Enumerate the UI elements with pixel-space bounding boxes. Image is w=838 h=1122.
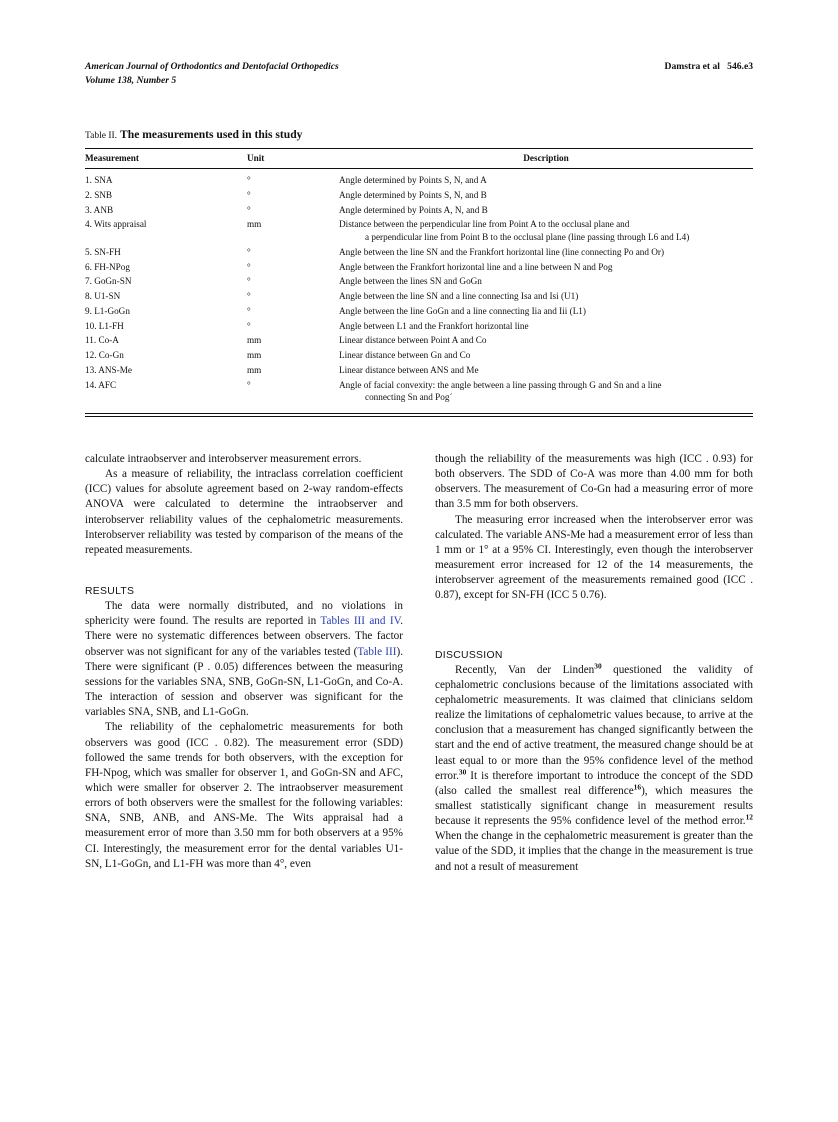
cell-description bbox=[339, 202, 753, 217]
results-text-a: The data were normally distributed, and no violations in sphericity were found. The results are reported in bbox=[85, 600, 403, 628]
description-text: Angle between the Frankfort horizontal line and a line between N and Pog bbox=[339, 261, 613, 272]
table-block bbox=[85, 128, 753, 417]
table-row bbox=[85, 304, 753, 319]
cell-unit: ° bbox=[247, 246, 251, 257]
description-text: Angle between the lines SN and GoGn bbox=[339, 276, 482, 287]
paragraph-results-1 bbox=[85, 599, 403, 720]
section-spacer bbox=[435, 604, 753, 648]
cell-measurement: 8. U1-SN bbox=[85, 291, 121, 302]
table-header-row bbox=[85, 149, 753, 169]
cell-measurement: 4. Wits appraisal bbox=[85, 219, 147, 230]
results-text-c: ). There were significant (P . 0.05) differences between the measuring sessions for the variables SNA, SNB, GoGn-SN, L1-GoGn, and Co-A. The interaction of session and observer was significant for the variables SNA, SNB, and L1-GoGn. bbox=[85, 645, 403, 719]
table-label: Table II. bbox=[85, 131, 118, 141]
cell-description bbox=[339, 217, 753, 244]
cell-measurement: 2. SNB bbox=[85, 189, 113, 200]
cell-unit: mm bbox=[247, 364, 262, 375]
cell-description bbox=[339, 319, 753, 334]
reference-superscript: 30 bbox=[594, 660, 602, 670]
description-continuation: connecting Sn and Pog´ bbox=[365, 392, 453, 403]
table-title: The measurements used in this study bbox=[120, 128, 303, 141]
body-columns bbox=[85, 452, 753, 875]
cell-description bbox=[339, 289, 753, 304]
reference-superscript: 16 bbox=[633, 782, 642, 792]
cell-unit: mm bbox=[247, 335, 262, 346]
column-header-measurement: Measurement bbox=[85, 149, 247, 169]
paragraph-discussion-1 bbox=[435, 660, 754, 875]
column-header-description: Description bbox=[339, 149, 753, 169]
description-text: Linear distance between Gn and Co bbox=[339, 350, 471, 361]
description-text: Angle of facial convexity: the angle between a line passing through G and Sn and a line bbox=[339, 379, 662, 390]
reference-superscript: 12 bbox=[745, 812, 753, 822]
table-row bbox=[85, 245, 753, 260]
cell-unit: ° bbox=[247, 204, 251, 215]
cell-measurement: 6. FH-NPog bbox=[85, 261, 130, 272]
authors-page-reference: Damstra et al 546.e3 bbox=[664, 61, 753, 72]
column-header-unit: Unit bbox=[247, 149, 339, 169]
paragraph-interobserver: The measuring error increased when the interobserver error was calculated. The variable ANS-Me had a measurement error of less than 1 mm or 1° at a 95% CI. Interestingly, even though the interobserver measurement error increased for 12 of the 14 measurements, the interobserver agreement of the measurements remained good (ICC . 0.87), except for SN-FH (ICC 5 0.76). bbox=[435, 513, 753, 602]
cell-description bbox=[339, 304, 753, 319]
cell-measurement: 13. ANS-Me bbox=[85, 364, 132, 375]
discussion-text-e: When the change in the cephalometric measurement is greater than the value of the SDD, it implies that the change in the measurement is true and not a result of measurement bbox=[435, 830, 753, 873]
cell-description bbox=[339, 363, 753, 378]
cell-description bbox=[339, 333, 753, 348]
left-column bbox=[85, 452, 403, 875]
table-bottom-rule bbox=[85, 413, 753, 417]
table-head bbox=[85, 149, 753, 169]
cell-unit: ° bbox=[247, 305, 251, 316]
description-text: Linear distance between ANS and Me bbox=[339, 364, 479, 375]
reference-superscript: 30 bbox=[458, 766, 467, 776]
discussion-text-b: questioned the validity of cephalometric conclusions because of the limitations associated with cephalometric measurements. It was claimed that clinicians seldom realize the limitations of cephalometric values because, to arrive at the conclusion that a measurement has changed significantly between the start and the end of active treatment, the measured change should be at least equal to or more than the 95% confidence level of the method error. bbox=[435, 663, 753, 782]
cell-unit: ° bbox=[247, 379, 251, 390]
table-row bbox=[85, 348, 753, 363]
cell-description bbox=[339, 274, 753, 289]
cell-description bbox=[339, 245, 753, 260]
table-row bbox=[85, 363, 753, 378]
link-table-iii[interactable]: Table III bbox=[357, 645, 397, 658]
table-body bbox=[85, 169, 753, 409]
cell-description bbox=[339, 378, 753, 409]
table-row bbox=[85, 169, 753, 188]
cell-description bbox=[339, 169, 753, 188]
cell-measurement: 3. ANB bbox=[85, 204, 114, 215]
table-row bbox=[85, 319, 753, 334]
cell-measurement: 12. Co-Gn bbox=[85, 350, 124, 361]
description-continuation: a perpendicular line from Point B to the occlusal plane (line passing through L6 and L4) bbox=[365, 231, 690, 242]
volume-issue: Volume 138, Number 5 bbox=[85, 75, 177, 86]
cell-unit: mm bbox=[247, 350, 262, 361]
results-text-b: . There were no systematic differences between observers. The factor observer was not significant for any of the variables tested ( bbox=[85, 615, 404, 658]
cell-description bbox=[339, 259, 753, 274]
cell-measurement: 11. Co-A bbox=[85, 335, 119, 346]
description-text: Angle determined by Points A, N, and B bbox=[339, 204, 488, 215]
description-text: Angle between the line SN and the Frankfort horizontal line (line connecting Po and Or) bbox=[339, 246, 665, 257]
heading-discussion: DISCUSSION bbox=[435, 649, 503, 661]
cell-unit: ° bbox=[247, 175, 251, 185]
paragraph-continuation: though the reliability of the measurements was high (ICC . 0.93) for both observers. The SDD of Co-A was more than 4.00 mm for both observers. The measurement of Co-Gn had a measuring error of more than 3.5 mm for both observers. bbox=[435, 453, 753, 511]
running-head-line1 bbox=[85, 60, 753, 74]
description-text: Angle between L1 and the Frankfort horizontal line bbox=[339, 320, 529, 331]
page-content bbox=[85, 0, 753, 1122]
cell-measurement: 1. SNA bbox=[85, 175, 113, 185]
paragraph-reliability-measure: As a measure of reliability, the intraclass correlation coefficient (ICC) values for absolute agreement based on 2-way random-effects ANOVA were calculated to determine the intraobserver and interobserver reliability values of the cephalometric measurements. Interobserver reliability was tested by comparison of the means of the repeated measurements. bbox=[85, 468, 403, 556]
cell-unit: ° bbox=[247, 291, 251, 302]
link-tables-iii-iv[interactable]: Tables III and IV bbox=[320, 615, 401, 628]
cell-unit: mm bbox=[247, 219, 262, 230]
cell-unit: ° bbox=[247, 320, 251, 331]
table-row bbox=[85, 274, 753, 289]
running-head bbox=[85, 60, 753, 88]
description-text: Angle determined by Points S, N, and A bbox=[339, 175, 487, 185]
table-row bbox=[85, 202, 753, 217]
cell-unit: ° bbox=[247, 261, 251, 272]
table-row bbox=[85, 378, 753, 409]
section-spacer bbox=[85, 558, 403, 584]
cell-measurement: 10. L1-FH bbox=[85, 320, 124, 331]
table-row bbox=[85, 217, 753, 244]
journal-name: American Journal of Orthodontics and Dentofacial Orthopedics bbox=[85, 61, 339, 72]
paragraph-continuation: calculate intraobserver and interobserver measurement errors. bbox=[85, 453, 362, 465]
cell-measurement: 14. AFC bbox=[85, 379, 117, 390]
cell-description bbox=[339, 348, 753, 363]
cell-measurement: 7. GoGn-SN bbox=[85, 276, 132, 287]
table-row bbox=[85, 333, 753, 348]
paragraph-results-2: The reliability of the cephalometric measurements for both observers was good (ICC . 0.82). The measurement error (SDD) followed the same trends for both observers, with the exception for FH-Npog, which was smaller for observer 1, and GoGn-SN and AFC, which were smaller for observer 2. The intraobserver measurement errors of both observers were the smallest for the following variables: SNA, SNB, ANB, and ANS-Me. The Wits appraisal had a measurement error of more than 3.50 mm for both observers at a 95% CI. Interestingly, the measurement error for the dental variables U1-SN, L1-GoGn, and L1-FH was more than 4°, even bbox=[85, 721, 403, 870]
description-text: Angle between the line GoGn and a line connecting Iia and Iii (L1) bbox=[339, 305, 586, 316]
table-row bbox=[85, 188, 753, 203]
table-row bbox=[85, 259, 753, 274]
description-text: Linear distance between Point A and Co bbox=[339, 335, 487, 346]
discussion-text-c: It is therefore important to introduce the concept of the SDD (also called the smallest real difference bbox=[435, 769, 753, 797]
description-text: Angle between the line SN and a line connecting Isa and Isi (U1) bbox=[339, 291, 579, 302]
discussion-text-d: ), which measures the smallest statistically significant change in measurement results because it represents the 95% confidence level of the method error. bbox=[435, 784, 754, 828]
cell-measurement: 9. L1-GoGn bbox=[85, 305, 130, 316]
heading-results: RESULTS bbox=[85, 586, 135, 598]
table-row bbox=[85, 289, 753, 304]
measurements-table bbox=[85, 148, 753, 409]
cell-description bbox=[339, 188, 753, 203]
cell-unit: ° bbox=[247, 276, 251, 287]
description-text: Angle determined by Points S, N, and B bbox=[339, 189, 487, 200]
description-text: Distance between the perpendicular line from Point A to the occlusal plane and bbox=[339, 219, 630, 230]
cell-unit: ° bbox=[247, 189, 251, 200]
discussion-text-a: Recently, Van der Linden bbox=[455, 663, 595, 676]
right-column bbox=[435, 452, 753, 875]
table-caption bbox=[85, 128, 753, 143]
cell-measurement: 5. SN-FH bbox=[85, 246, 121, 257]
